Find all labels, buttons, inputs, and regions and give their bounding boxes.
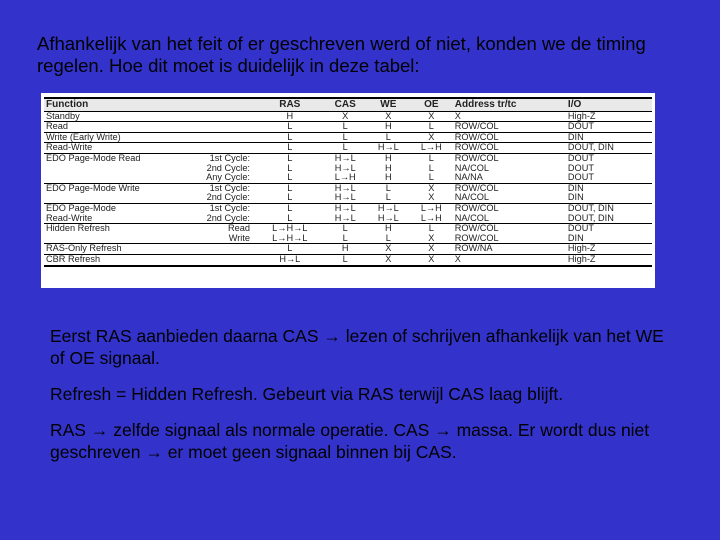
cell-function: EDO Page-Mode Write xyxy=(44,183,190,193)
cell-oe: X xyxy=(410,254,453,265)
cell-we: L xyxy=(367,132,410,143)
cell-cycle: 2nd Cycle: xyxy=(206,162,250,173)
cell-cycle xyxy=(190,132,256,143)
cell-cas: H→L xyxy=(334,212,356,223)
table-row xyxy=(44,244,652,255)
cell-oe: L xyxy=(410,122,453,133)
cell-ras: L xyxy=(256,244,324,255)
cell-ras: L xyxy=(256,143,324,154)
cell-ras: L xyxy=(256,203,324,213)
table-body xyxy=(44,111,652,265)
col-header-we: WE xyxy=(367,98,410,111)
cell-function: Hidden Refresh xyxy=(44,224,190,234)
cell-we: H xyxy=(367,122,410,133)
cell-cycle: Read xyxy=(190,224,256,234)
cell-oe: X xyxy=(410,183,453,193)
cell-cycle: 1st Cycle: xyxy=(190,183,256,193)
cell-function xyxy=(44,173,190,183)
cell-cycle: Any Cycle: xyxy=(206,172,250,183)
cell-we: X xyxy=(367,254,410,265)
cell-cycle xyxy=(190,254,256,265)
cell-address: NA/COL xyxy=(454,192,489,203)
intro-text: Afhankelijk van het feit of er geschreven werd of niet, konden we de timing regelen. Hoe dit moet is duidelijk in deze tabel: xyxy=(37,33,646,76)
cell-oe: X xyxy=(410,132,453,143)
note-cbr: RAS → zelfde signaal als normale operatie. CAS → massa. Er wordt dus niet geschreven → er moet geen signaal binnen bij CAS. xyxy=(50,420,650,462)
cell-cas: L→H xyxy=(334,172,356,183)
cell-function xyxy=(44,193,190,203)
cell-address: ROW/COL xyxy=(453,122,566,133)
cell-address: NA/COL xyxy=(454,162,489,173)
cell-cycle xyxy=(190,111,256,122)
cell-ras: L→H→L xyxy=(272,232,308,243)
cell-io: DOUT xyxy=(566,153,652,163)
table-row xyxy=(44,173,652,183)
cell-cycle xyxy=(190,244,256,255)
cell-we: H→L xyxy=(377,212,399,223)
cell-function: Write (Early Write) xyxy=(44,132,190,143)
cell-io: High-Z xyxy=(566,254,652,265)
cell-cas: H→L xyxy=(324,203,367,213)
cell-io: DIN xyxy=(566,132,652,143)
table-row xyxy=(44,193,652,203)
cell-io: DOUT, DIN xyxy=(567,212,614,223)
cell-io: DOUT xyxy=(567,162,594,173)
cell-oe: L xyxy=(428,162,434,173)
cell-cas: L xyxy=(324,132,367,143)
cell-cas: L xyxy=(324,122,367,133)
cell-oe: L xyxy=(410,153,453,163)
cell-cycle: Write xyxy=(228,232,250,243)
cell-address: ROW/COL xyxy=(454,232,499,243)
cell-ras: H→L xyxy=(256,254,324,265)
cell-io: DIN xyxy=(566,183,652,193)
cell-oe: X xyxy=(410,244,453,255)
cell-function: Read xyxy=(44,122,190,133)
col-header-address: Address tr/tc xyxy=(453,98,566,111)
cell-ras: L xyxy=(287,192,293,203)
cell-cycle xyxy=(190,143,256,154)
cell-we: H xyxy=(367,153,410,163)
cell-ras: L xyxy=(256,183,324,193)
cell-we: L xyxy=(385,232,391,243)
cell-oe: X xyxy=(428,192,435,203)
cell-ras: L xyxy=(256,153,324,163)
cell-cas: H→L xyxy=(334,162,356,173)
cell-function: Read-Write xyxy=(44,143,190,154)
cell-io: DIN xyxy=(567,192,584,203)
note-ras-cas: Eerst RAS aanbieden daarna CAS → lezen of schrijven afhankelijk van het WE of OE signaal. xyxy=(50,326,664,368)
col-header-cas: CAS xyxy=(324,98,367,111)
cell-function: Read-Write xyxy=(46,212,93,223)
cell-ras: L xyxy=(256,122,324,133)
cell-cas: H→L xyxy=(334,192,356,203)
cell-oe: L xyxy=(410,224,453,234)
cell-io: DIN xyxy=(567,232,584,243)
cell-io: DOUT, DIN xyxy=(566,143,652,154)
cell-address: X xyxy=(454,110,461,121)
cell-address: ROW/COL xyxy=(453,153,566,163)
cell-address: ROW/COL xyxy=(453,203,566,213)
cell-address: NA/NA xyxy=(454,172,483,183)
cell-we: H→L xyxy=(367,143,410,154)
cell-ras: L xyxy=(287,172,293,183)
cell-ras: L→H→L xyxy=(256,224,324,234)
cell-cas: H→L xyxy=(324,183,367,193)
cell-function: EDO Page-Mode xyxy=(44,203,190,213)
cell-oe: X xyxy=(428,110,435,121)
cell-cas: X xyxy=(342,110,349,121)
cell-function: EDO Page-Mode Read xyxy=(44,153,190,163)
cell-we: H xyxy=(385,162,392,173)
table-row xyxy=(44,122,652,133)
cell-oe: L→H xyxy=(410,143,453,154)
cell-function xyxy=(44,164,190,174)
cell-function: RAS-Only Refresh xyxy=(44,244,190,255)
cell-cas: H xyxy=(324,244,367,255)
table-row xyxy=(44,132,652,143)
cell-oe: X xyxy=(428,232,435,243)
cell-cas: L xyxy=(324,143,367,154)
col-header-io: I/O xyxy=(566,98,652,111)
cell-ras: H xyxy=(286,110,294,121)
cell-we: H→L xyxy=(367,203,410,213)
cell-oe: L→H xyxy=(420,212,442,223)
cell-function: CBR Refresh xyxy=(44,254,190,265)
dram-function-table xyxy=(44,97,652,267)
table-row xyxy=(44,143,652,154)
cell-oe: L→H xyxy=(410,203,453,213)
col-header-ras: RAS xyxy=(256,98,324,111)
cell-we: L xyxy=(367,183,410,193)
cell-address: ROW/NA xyxy=(453,244,566,255)
table-row xyxy=(44,224,652,234)
cell-we: H xyxy=(385,172,392,183)
table-row xyxy=(44,111,652,122)
col-header-cycle xyxy=(190,98,256,111)
cell-cas: L xyxy=(324,224,367,234)
cell-oe: L xyxy=(428,172,434,183)
table-row xyxy=(44,234,652,244)
cell-function xyxy=(44,234,190,244)
cell-we: H xyxy=(367,224,410,234)
cell-cycle: 2nd Cycle: xyxy=(206,212,250,223)
cell-cycle: 2nd Cycle: xyxy=(206,192,250,203)
cell-ras: L xyxy=(287,212,293,223)
table-header-row xyxy=(44,98,652,111)
cell-cycle xyxy=(190,122,256,133)
table-row xyxy=(44,214,652,224)
table-row xyxy=(44,254,652,265)
cell-cycle: 1st Cycle: xyxy=(190,153,256,163)
cell-we: X xyxy=(385,110,392,121)
cell-address: NA/COL xyxy=(454,212,489,223)
cell-cas: L xyxy=(342,232,348,243)
cell-ras: L xyxy=(287,162,293,173)
cell-we: L xyxy=(385,192,391,203)
cell-io: DOUT, DIN xyxy=(566,203,652,213)
cell-io: DOUT xyxy=(566,122,652,133)
cell-address: ROW/COL xyxy=(453,224,566,234)
cell-address: X xyxy=(453,254,566,265)
cell-ras: L xyxy=(256,132,324,143)
cell-cas: H→L xyxy=(324,153,367,163)
col-header-function: Function xyxy=(44,98,190,111)
cell-cycle: 1st Cycle: xyxy=(190,203,256,213)
cell-io: High-Z xyxy=(567,110,596,121)
notes xyxy=(50,325,670,477)
cell-cas: L xyxy=(324,254,367,265)
cell-io: High-Z xyxy=(566,244,652,255)
cell-io: DOUT xyxy=(567,172,594,183)
dram-function-table-image xyxy=(41,93,655,288)
cell-we: X xyxy=(367,244,410,255)
cell-io: DOUT xyxy=(566,224,652,234)
cell-address: ROW/COL xyxy=(453,143,566,154)
cell-address: ROW/COL xyxy=(453,183,566,193)
note-refresh: Refresh = Hidden Refresh. Gebeurt via RAS terwijl CAS laag blijft. xyxy=(50,384,564,404)
col-header-oe: OE xyxy=(410,98,453,111)
cell-function: Standby xyxy=(46,110,80,121)
cell-address: ROW/COL xyxy=(453,132,566,143)
